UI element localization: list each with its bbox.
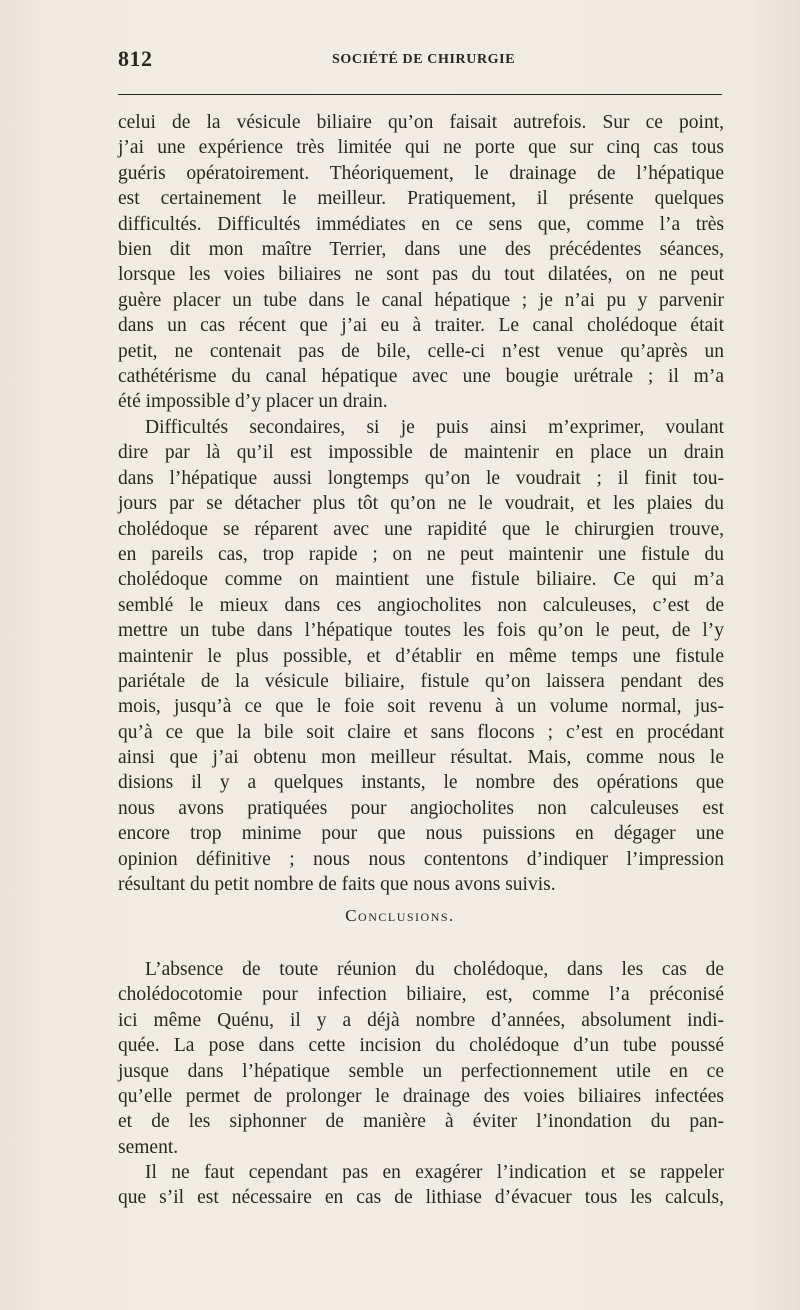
paragraph-conclusion-1 [118,957,724,1160]
text-line: lorsque les voies biliaires ne sont pas du tout dilatées, on ne peut [118,264,724,286]
text-line: pariétale de la vésicule biliaire, fistule qu’on laissera pendant des [118,670,724,692]
text-line: jusque dans l’hépatique semble un perfectionnement utile en ce [118,1060,724,1082]
text-line: cholédoque comme on maintient une fistule biliaire. Ce qui m’a [118,569,724,591]
text-line: encore trop minime pour que nous puissions en dégager une [118,823,724,845]
text-line: que s’il est nécessaire en cas de lithiase d’évacuer tous les calculs, [118,1187,724,1209]
header-rule [118,94,722,95]
text-line: petit, ne contenait pas de bile, celle-ci n’est venue qu’après un [118,340,724,362]
text-line: quée. La pose dans cette incision du cholédoque d’un tube poussé [118,1035,724,1057]
text-line: dire par là qu’il est impossible de maintenir en place un drain [118,442,724,464]
text-line: dans un cas récent que j’ai eu à traiter. Le canal cholédoque était [118,315,724,337]
text-line: guère placer un tube dans le canal hépatique ; je n’ai pu y parvenir [118,289,724,311]
text-line: bien dit mon maître Terrier, dans une des précédentes séances, [118,238,724,260]
text-line: guéris opératoirement. Théoriquement, le drainage de l’hépatique [118,162,724,184]
running-head: SOCIÉTÉ DE CHIRURGIE [332,52,516,67]
text-line: ainsi que j’ai obtenu mon meilleur résultat. Mais, comme nous le [118,747,724,769]
page-header [118,46,722,76]
text-line: cholédocotomie pour infection biliaire, est, comme l’a préconisé [118,984,724,1006]
paragraph-conclusion-2 [118,1160,724,1211]
paragraph-continuation [118,110,724,415]
text-line: été impossible d’y placer un drain. [118,391,388,413]
text-line: celui de la vésicule biliaire qu’on faisait autrefois. Sur ce point, [118,112,724,133]
text-line: est certainement le meilleur. Pratiquement, il présente quelques [118,188,724,210]
text-line: résultant du petit nombre de faits que nous avons suivis. [118,874,556,896]
text-line: dans l’hépatique aussi longtemps qu’on le voudrait ; il finit tou- [118,467,724,489]
text-line: difficultés. Difficultés immédiates en ce sens que, comme l’a très [118,213,724,235]
text-line: opinion définitive ; nous nous contentons d’indiquer l’impression [118,848,724,870]
text-line: Il ne faut cependant pas en exagérer l’indication et se rappeler [145,1162,724,1183]
text-line: et de les siphonner de manière à éviter l’inondation du pan- [118,1111,724,1133]
text-line: maintenir le plus possible, et d’établir en même temps une fistule [118,645,724,667]
section-title-conclusions: Conclusions. [345,906,455,925]
text-line: qu’elle permet de prolonger le drainage des voies biliaires infectées [118,1085,724,1107]
text-line: mois, jusqu’à ce que le foie soit revenu à un volume normal, jus- [118,696,724,718]
page-number: 812 [118,46,153,71]
text-line: L’absence de toute réunion du cholédoque, dans les cas de [145,959,724,980]
paragraph-difficultes-secondaires [118,415,724,897]
text-line: disions il y a quelques instants, le nombre des opérations que [118,772,724,794]
text-line: jours par se détacher plus tôt qu’on ne le voudrait, et les plaies du [118,493,724,515]
text-line: qu’à ce que la bile soit claire et sans flocons ; c’est en procédant [118,721,724,743]
text-line: mettre un tube dans l’hépatique toutes les fois qu’on le peut, de l’y [118,620,724,642]
text-line: j’ai une expérience très limitée qui ne porte que sur cinq cas tous [118,137,724,159]
text-line: cholédoque se réparent avec une rapidité que le chirurgien trouve, [118,518,724,540]
text-line: ici même Quénu, il y a déjà nombre d’années, absolument indi- [118,1009,724,1031]
text-line: cathétérisme du canal hépatique avec une bougie urétrale ; il m’a [118,365,724,387]
text-line: sement. [118,1136,179,1158]
text-line: semblé le mieux dans ces angiocholites non calculeuses, c’est de [118,594,724,616]
text-line: en pareils cas, trop rapide ; on ne peut maintenir une fistule du [118,543,724,565]
text-line: Difficultés secondaires, si je puis ainsi m’exprimer, voulant [145,417,724,438]
text-line: nous avons pratiquées pour angiocholites non calculeuses est [118,797,724,819]
